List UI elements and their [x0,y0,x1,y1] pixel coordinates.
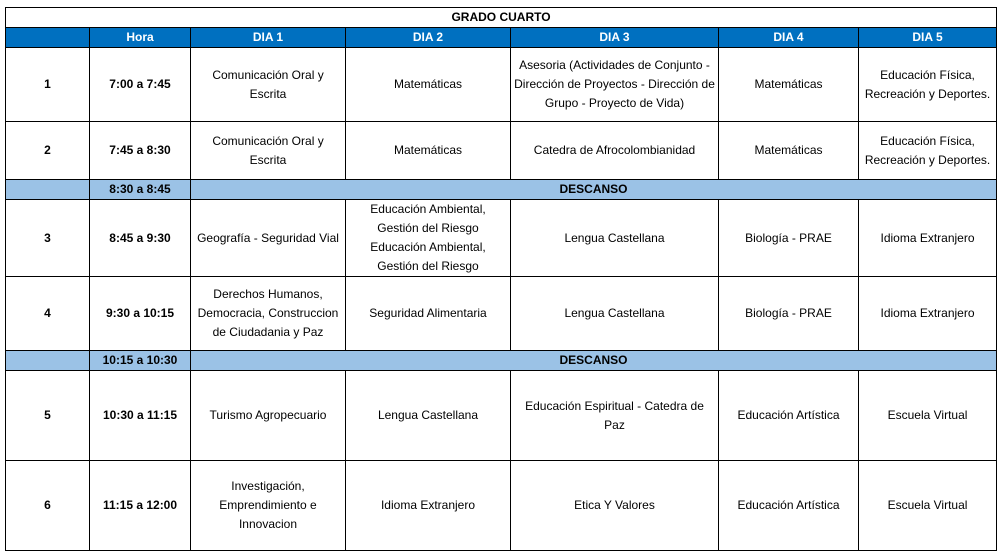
table-row [6,461,997,551]
table-row [6,200,997,277]
header-blank [6,28,90,48]
subject-cell: Asesoria (Actividades de Conjunto - Dirección de Proyectos - Dirección de Grupo - Proyecto de Vida) [511,48,719,122]
subject-cell: Educación Ambiental, Gestión del Riesgo Educación Ambiental, Gestión del Riesgo [346,200,511,277]
subject-cell: Matemáticas [719,122,859,180]
subject-cell: Biología - PRAE [719,277,859,351]
title-row [6,8,997,28]
header-dia-3: DIA 3 [511,28,719,48]
subject-cell: Educación Artística [719,461,859,551]
table-row [6,371,997,461]
schedule-table [5,7,997,551]
subject-cell: Etica Y Valores [511,461,719,551]
subject-cell: Turismo Agropecuario [191,371,346,461]
subject-cell: Catedra de Afrocolombianidad [511,122,719,180]
header-dia-1: DIA 1 [191,28,346,48]
period-time: 7:00 a 7:45 [90,48,191,122]
header-row [6,28,997,48]
period-number: 4 [6,277,90,351]
header-dia-2: DIA 2 [346,28,511,48]
period-time: 10:30 a 11:15 [90,371,191,461]
break-label: DESCANSO [191,351,997,371]
header-hora: Hora [90,28,191,48]
break-blank [6,180,90,200]
period-number: 2 [6,122,90,180]
subject-cell: Lengua Castellana [346,371,511,461]
break-time: 8:30 a 8:45 [90,180,191,200]
break-row [6,351,997,371]
subject-cell: Comunicación Oral y Escrita [191,122,346,180]
subject-cell: Escuela Virtual [859,371,997,461]
period-number: 5 [6,371,90,461]
table-title: GRADO CUARTO [6,8,997,28]
subject-cell: Matemáticas [346,48,511,122]
break-row [6,180,997,200]
subject-cell: Geografía - Seguridad Vial [191,200,346,277]
subject-cell: Matemáticas [346,122,511,180]
table-row [6,122,997,180]
subject-cell: Educación Artística [719,371,859,461]
period-number: 1 [6,48,90,122]
subject-cell: Biología - PRAE [719,200,859,277]
period-time: 8:45 a 9:30 [90,200,191,277]
subject-cell: Derechos Humanos, Democracia, Construccion de Ciudadania y Paz [191,277,346,351]
subject-cell: Educación Física, Recreación y Deportes. [859,122,997,180]
schedule-container [5,7,997,551]
table-row [6,48,997,122]
subject-cell: Idioma Extranjero [859,277,997,351]
subject-cell: Escuela Virtual [859,461,997,551]
header-dia-4: DIA 4 [719,28,859,48]
header-dia-5: DIA 5 [859,28,997,48]
period-time: 9:30 a 10:15 [90,277,191,351]
subject-cell: Idioma Extranjero [859,200,997,277]
break-time: 10:15 a 10:30 [90,351,191,371]
subject-cell: Idioma Extranjero [346,461,511,551]
subject-cell: Educación Espiritual - Catedra de Paz [511,371,719,461]
subject-cell: Investigación, Emprendimiento e Innovacion [191,461,346,551]
period-number: 3 [6,200,90,277]
table-row [6,277,997,351]
subject-cell: Seguridad Alimentaria [346,277,511,351]
break-blank [6,351,90,371]
period-time: 7:45 a 8:30 [90,122,191,180]
subject-cell: Comunicación Oral y Escrita [191,48,346,122]
period-time: 11:15 a 12:00 [90,461,191,551]
subject-cell: Matemáticas [719,48,859,122]
break-label: DESCANSO [191,180,997,200]
subject-cell: Lengua Castellana [511,200,719,277]
period-number: 6 [6,461,90,551]
subject-cell: Educación Física, Recreación y Deportes. [859,48,997,122]
subject-cell: Lengua Castellana [511,277,719,351]
